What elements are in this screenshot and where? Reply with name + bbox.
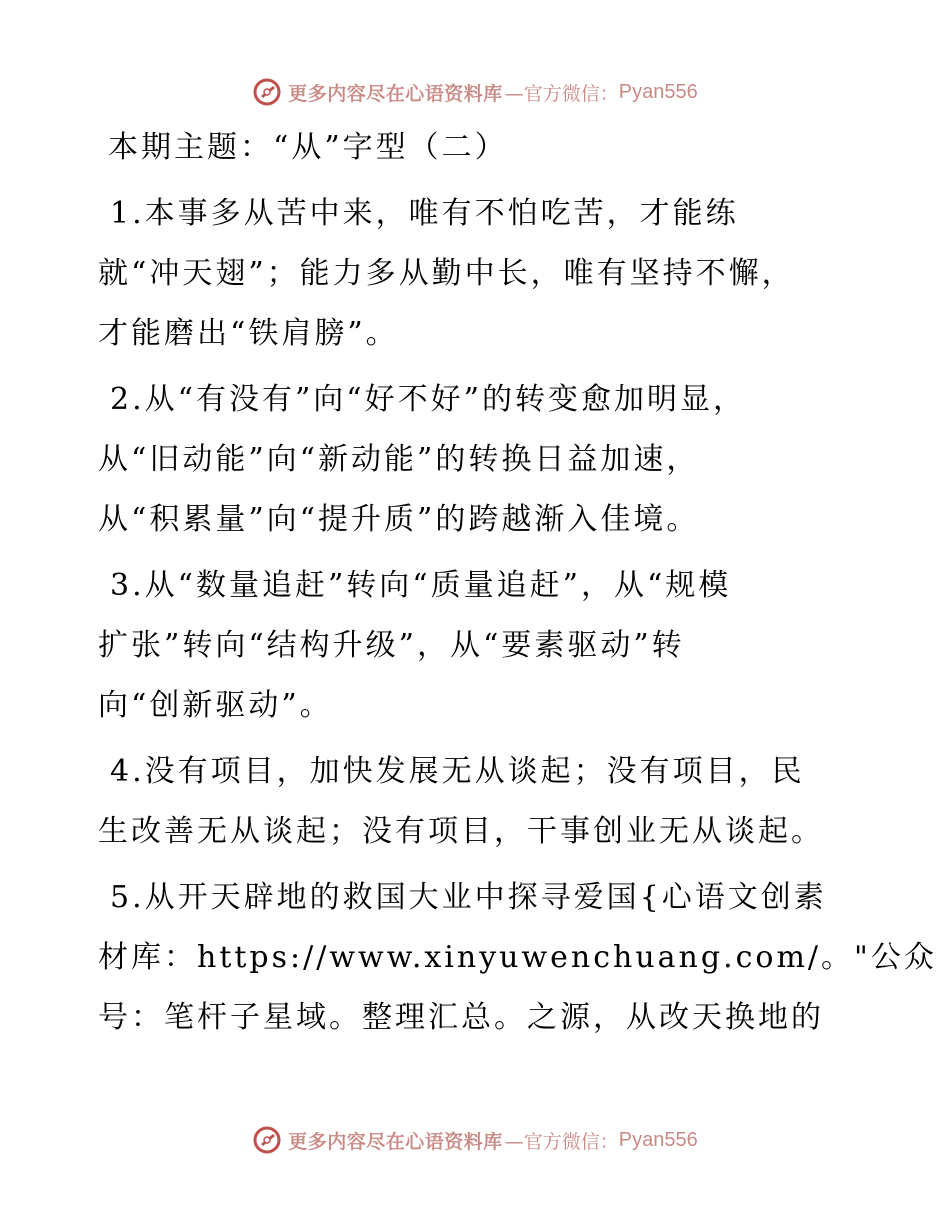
watermark-handle: Pyan556 — [618, 80, 698, 103]
page-title: 本期主题：“从”字型（二） — [108, 130, 508, 165]
paragraph-line: 从“积累量”向“提升质”的跨越渐入佳境。 — [98, 502, 700, 537]
paragraph-line: 才能磨出“铁肩膀”。 — [98, 316, 399, 351]
paragraph-line: 号：笔杆子星域。整理汇总。之源，从改天换地的 — [98, 1000, 824, 1035]
watermark-separator-text: —官方微信： — [504, 1130, 619, 1153]
paragraph-line: 1.本事多从苦中来，唯有不怕吃苦，才能练 — [110, 196, 739, 231]
watermark-main-text: 更多内容尽在心语资料库 — [288, 1130, 503, 1153]
paragraph-line: 向“创新驱动”。 — [98, 688, 333, 723]
paragraph-2 — [98, 370, 858, 550]
paragraph-1 — [98, 184, 858, 364]
watermark-handle: Pyan556 — [618, 1128, 698, 1151]
paragraph-4 — [98, 742, 858, 862]
paragraph-line: 就“冲天翅”；能力多从勤中长，唯有坚持不懈， — [98, 256, 795, 291]
paragraph-line: 材库：https://www.xinyuwenchuang.com/。"公众 — [98, 940, 937, 975]
document-body — [98, 118, 937, 1054]
watermark-main-text: 更多内容尽在心语资料库 — [288, 82, 503, 105]
paragraph-line: 4.没有项目，加快发展无从谈起；没有项目，民 — [110, 754, 805, 789]
paragraph-line: 从“旧动能”向“新动能”的转换日益加速， — [98, 442, 700, 477]
paragraph-line: 5.从开天辟地的救国大业中探寻爱国{心语文创素 — [110, 880, 827, 915]
paragraph-line: 2.从“有没有”向“好不好”的转变愈加明显， — [110, 382, 746, 417]
footer-watermark — [0, 1120, 950, 1160]
paragraph-line: 3.从“数量追赶”转向“质量追赶”，从“规模 — [110, 568, 732, 603]
paragraph-5 — [98, 868, 937, 1048]
red-circular-logo-icon — [252, 77, 282, 107]
paragraph-line: 扩张”转向“结构升级”，从“要素驱动”转 — [98, 628, 685, 663]
paragraph-3 — [98, 556, 858, 736]
header-watermark — [0, 72, 950, 112]
red-circular-logo-icon — [252, 1125, 282, 1155]
paragraph-line: 生改善无从谈起；没有项目，干事创业无从谈起。 — [98, 814, 824, 849]
watermark-separator-text: —官方微信： — [504, 82, 619, 105]
